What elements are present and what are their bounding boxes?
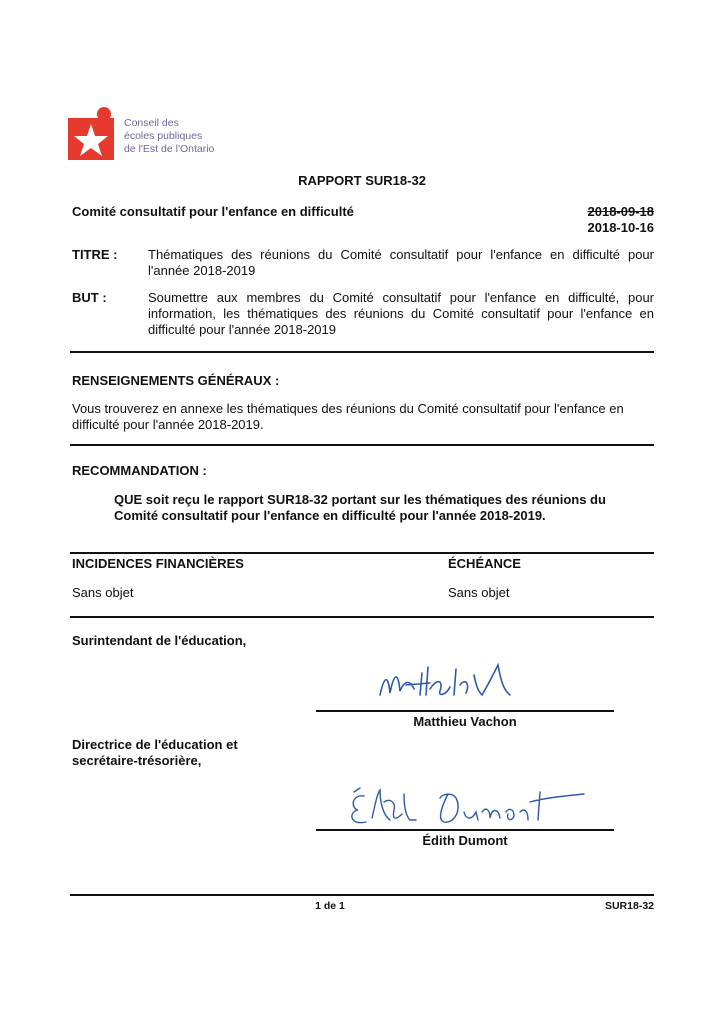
- incidences-heading: INCIDENCES FINANCIÈRES: [72, 556, 244, 571]
- logo: [66, 106, 226, 162]
- signature-dumont-icon: [344, 780, 594, 830]
- logo-mark-icon: [66, 106, 120, 162]
- renseignements-text: Vous trouverez en annexe les thématiques des réunions du Comité consultatif pour l'enfance en difficulté pour l'année 2018-2019.: [72, 401, 624, 432]
- titre-text: Thématiques des réunions du Comité consultatif pour l'enfance en difficulté pour l'année 2018-2019: [148, 247, 654, 278]
- logo-line-3: de l'Est de l'Ontario: [124, 143, 215, 155]
- signature-vachon-icon: [370, 655, 550, 715]
- but-label: BUT :: [72, 290, 107, 305]
- signatory-2-role: Directrice de l'éducation et secrétaire-trésorière,: [72, 737, 238, 768]
- recommandation-heading: RECOMMANDATION :: [72, 463, 207, 478]
- date-old: 2018-09-18: [587, 204, 654, 219]
- echeance-value: Sans objet: [448, 585, 510, 600]
- logo-line-2: écoles publiques: [124, 130, 203, 142]
- logo-line-1: Conseil des: [124, 117, 179, 129]
- but-text: Soumettre aux membres du Comité consultatif pour l'enfance en difficulté, pour information, les thématiques des réunions du Comité consultatif pour l'enfance en difficulté pour l'année 2018-2019: [148, 290, 654, 337]
- footer-report-code: SUR18-32: [604, 900, 654, 912]
- signature-line-2: [316, 829, 614, 831]
- signatory-1-name: Matthieu Vachon: [413, 714, 517, 729]
- incidences-value: Sans objet: [72, 585, 134, 600]
- divider-4: [70, 616, 654, 618]
- recommandation-text: QUE soit reçu le rapport SUR18-32 portant sur les thématiques des réunions du Comité consultatif pour l'enfance en difficulté pour l'année 2018-2019.: [114, 492, 606, 523]
- titre-label: TITRE :: [72, 247, 118, 262]
- divider-2: [70, 444, 654, 446]
- footer-page-number: 1 de 1: [315, 900, 345, 912]
- renseignements-heading: RENSEIGNEMENTS GÉNÉRAUX :: [72, 373, 280, 388]
- report-title: RAPPORT SUR18-32: [298, 173, 426, 188]
- committee-name: Comité consultatif pour l'enfance en difficulté: [72, 204, 354, 219]
- divider-1: [70, 351, 654, 353]
- signatory-2-name: Édith Dumont: [422, 833, 508, 848]
- echeance-heading: ÉCHÉANCE: [448, 556, 521, 571]
- footer-divider: [70, 894, 654, 896]
- signatory-1-role: Surintendant de l'éducation,: [72, 633, 247, 648]
- divider-3: [70, 552, 654, 554]
- date-new: 2018-10-16: [587, 220, 654, 235]
- signature-line-1: [316, 710, 614, 712]
